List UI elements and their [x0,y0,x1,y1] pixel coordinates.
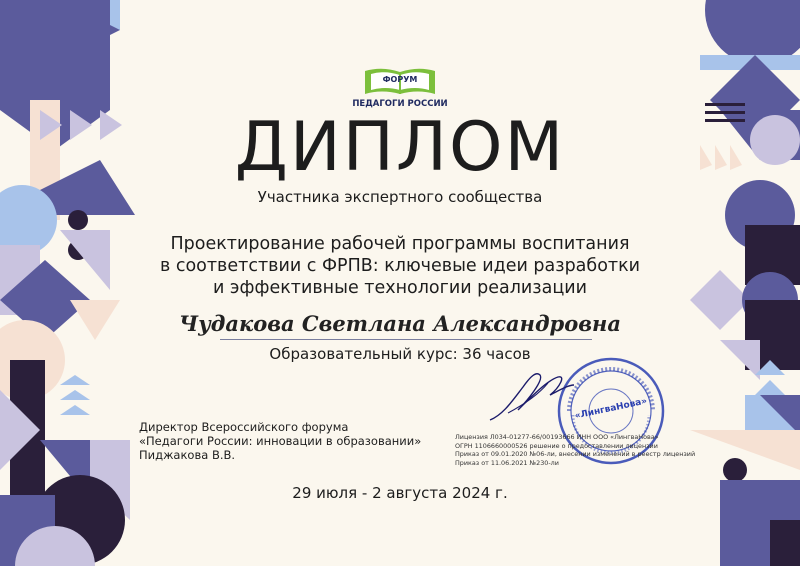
director-line-1: Директор Всероссийского форума [139,420,349,434]
license-line-1: Лицензия Л034-01277-66/00193666 ИНН ООО «ЛингваНова» [455,433,659,441]
recipient-name: Чудакова Светлана Александровна [179,311,621,336]
name-underline [220,339,592,340]
forum-logo [352,66,448,110]
director-line-3: Пиджакова В.В. [139,448,236,462]
director-signature [488,365,578,425]
logo-top-text: ФОРУМ [382,75,418,84]
diploma-title: ДИПЛОМ [234,108,566,187]
license-block [455,433,695,467]
license-line-3: Приказ от 09.01.2020 №06-ли, внесении изменений в реестр лицензий [455,450,696,459]
diploma-subtitle: Участника экспертного сообщества [257,188,543,206]
course-title [0,233,800,299]
director-block [139,420,421,462]
course-date: 29 июля - 2 августа 2024 г. [292,484,508,502]
license-line-2: ОГРН 1106660000526 решение о предоставлении лицензии [455,441,658,450]
course-line-3: и эффективные технологии реализации [213,278,587,298]
course-line-1: Проектирование рабочей программы воспитания [170,234,630,254]
stamp-text: «ЛингваНова» [573,396,649,422]
course-hours: Образовательный курс: 36 часов [269,345,531,363]
course-line-2: в соответствии с ФРПВ: ключевые идеи разработки [159,256,641,276]
logo-bottom-text: ПЕДАГОГИ РОССИИ [352,99,448,109]
license-line-4: Приказ от 11.06.2021 №230-ли [455,458,559,467]
director-line-2: «Педагоги России: инновации в образовании» [139,434,422,448]
